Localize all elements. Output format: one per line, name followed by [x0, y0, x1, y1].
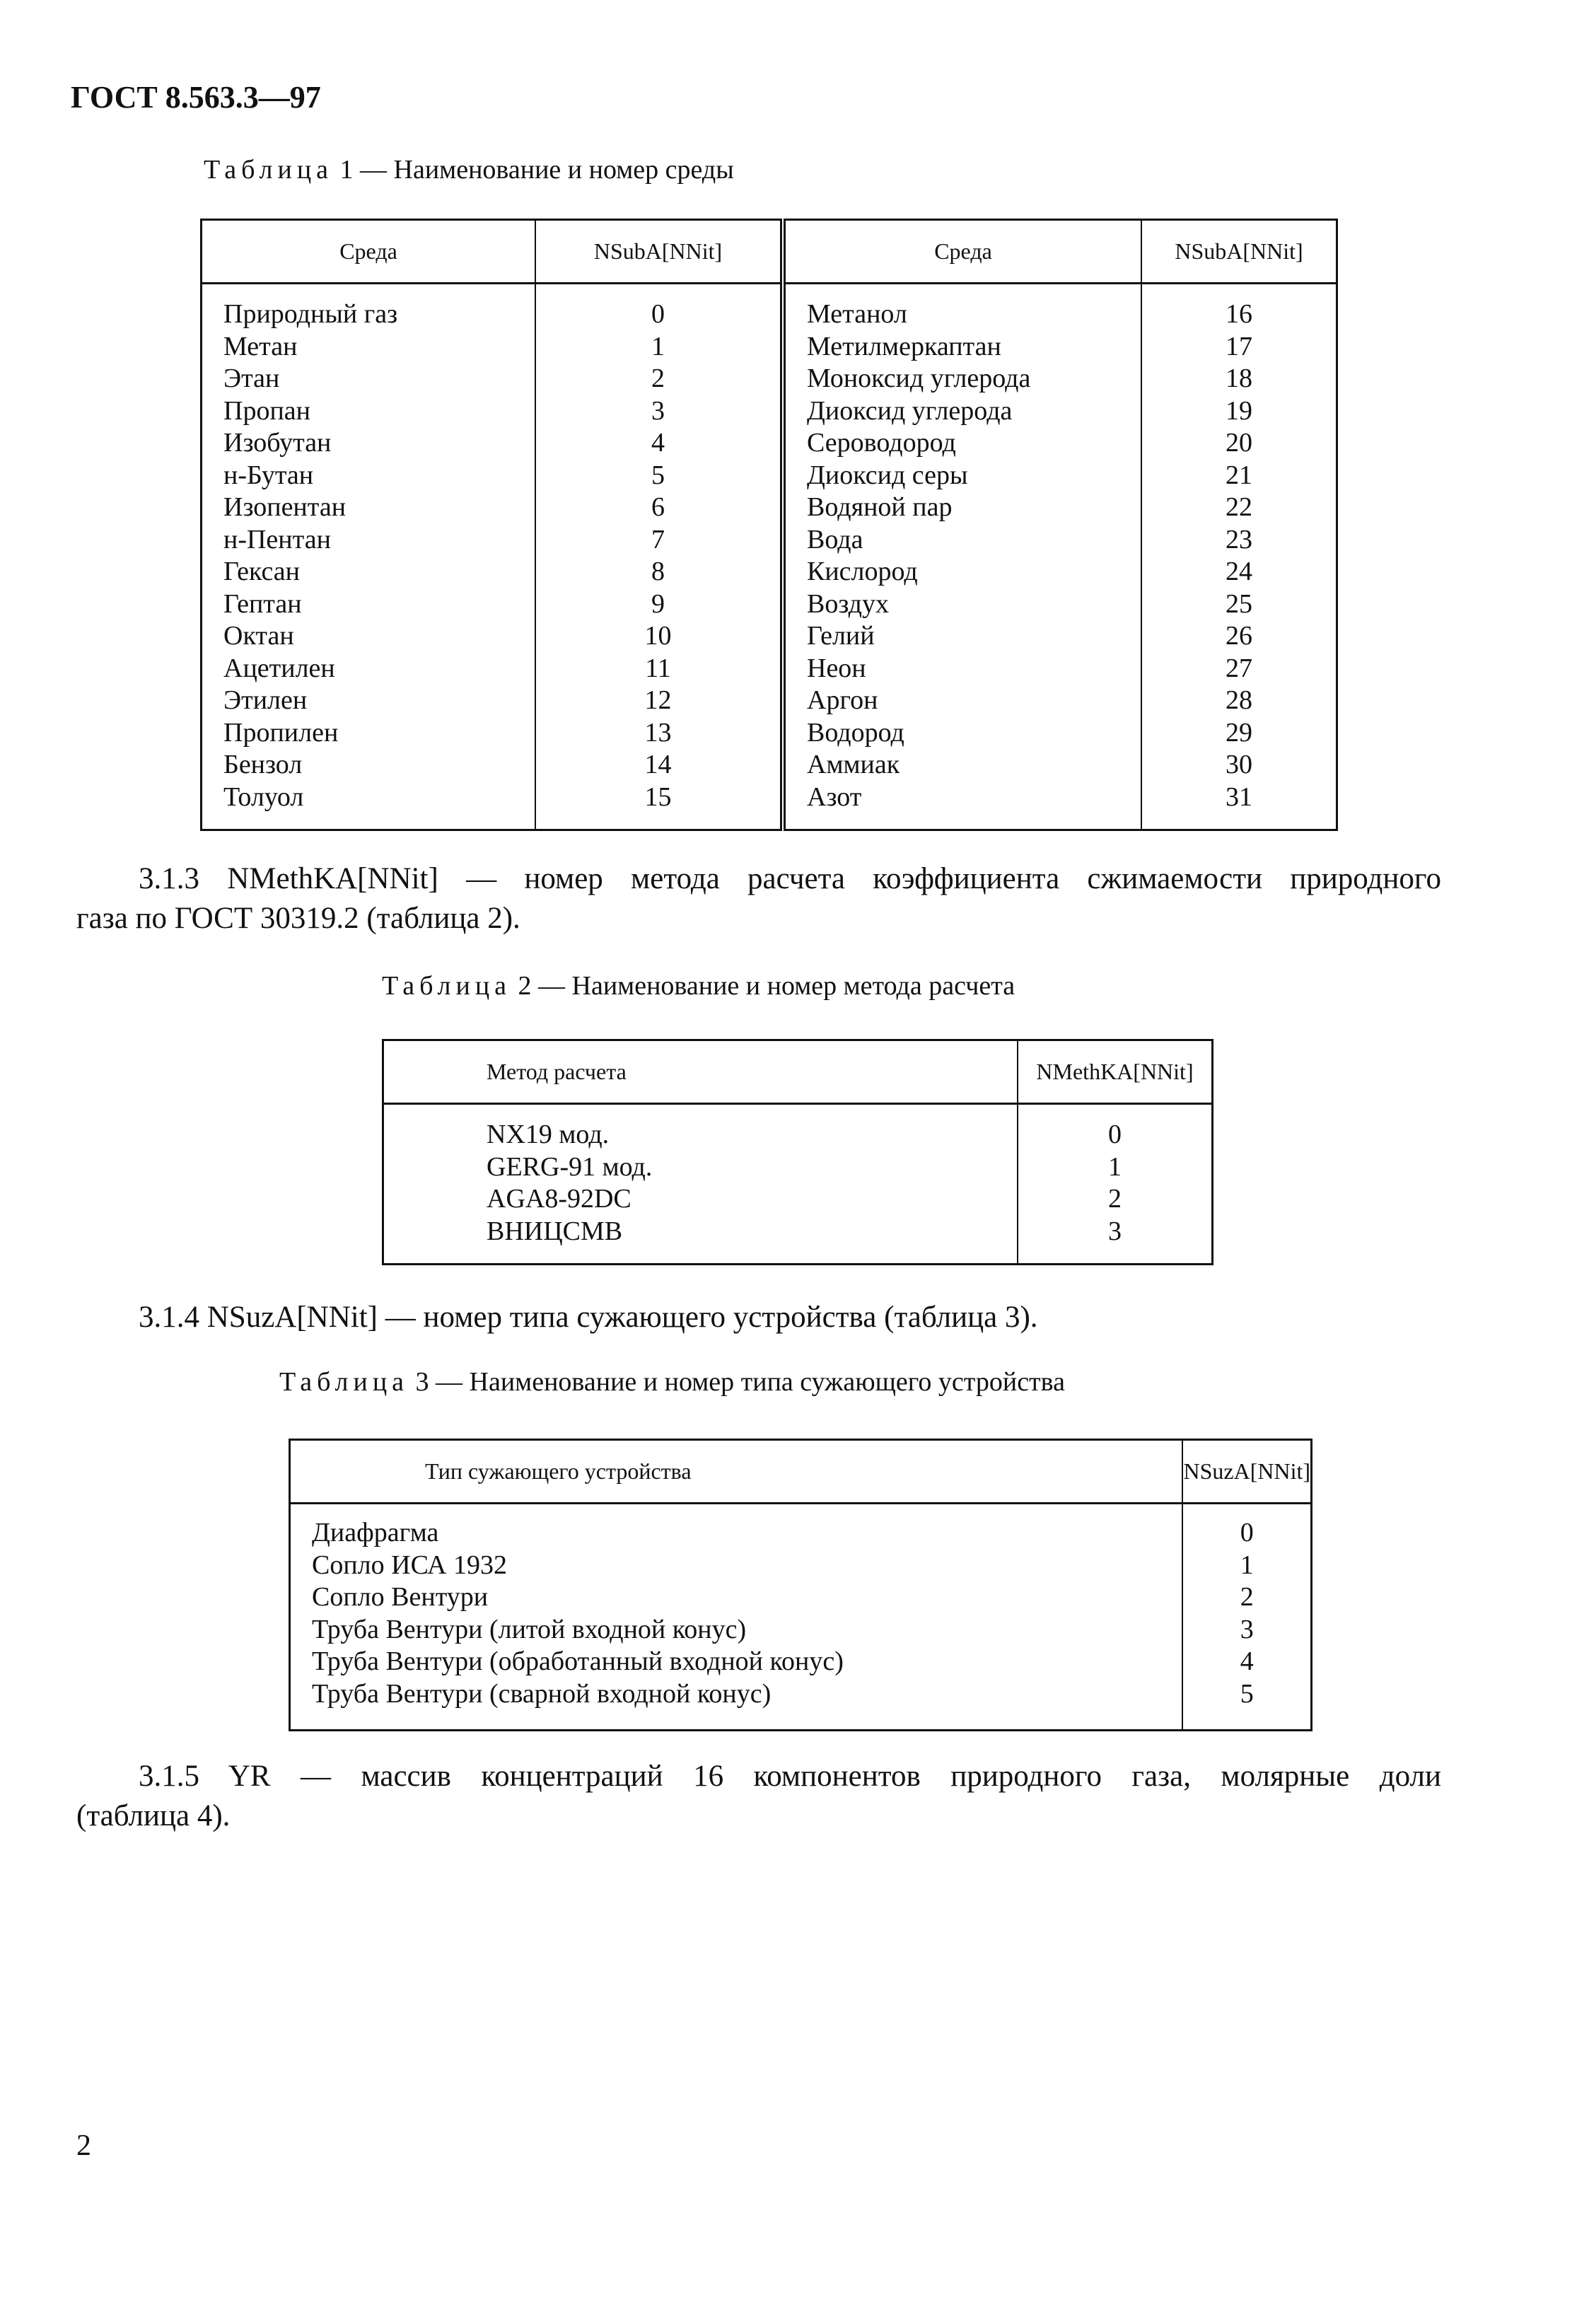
list-item: 3 — [1240, 1614, 1254, 1644]
page-number: 2 — [76, 2130, 91, 2162]
list-item: Водяной пар — [807, 492, 953, 522]
list-item: Бензол — [223, 750, 303, 779]
list-item: 5 — [651, 460, 665, 490]
paragraph-3-1-4: 3.1.4 NSuzA[NNit] — номер типа сужающего устройства (таблица 3). — [139, 1301, 1038, 1334]
list-item: Сероводород — [807, 428, 956, 458]
list-item: Сопло Вентури — [312, 1582, 489, 1612]
paragraph-line: 3.1.3 NMethKA[NNit] — номер метода расчета коэффициента сжимаемости природного — [139, 862, 1441, 895]
paragraph-line: газа по ГОСТ 30319.2 (таблица 2). — [76, 902, 520, 935]
list-item: Водород — [807, 717, 904, 748]
list-item: 0 — [1240, 1518, 1254, 1547]
list-item: 4 — [651, 428, 665, 458]
list-item: 19 — [1226, 395, 1252, 426]
list-item: Пропилен — [223, 717, 339, 748]
table-methods — [382, 1039, 1213, 1265]
list-item: н-Пентан — [223, 524, 331, 554]
table1-caption-text: 1 — Наименование и номер среды — [339, 155, 734, 185]
list-item: 27 — [1226, 653, 1252, 683]
list-item: 21 — [1226, 460, 1252, 490]
table1-left-numbers — [535, 284, 783, 830]
list-item: Этан — [223, 364, 280, 393]
list-item: 5 — [1240, 1678, 1254, 1709]
list-item: Труба Вентури (литой входной конус) — [312, 1614, 747, 1644]
list-item: Метилмеркаптан — [807, 331, 1001, 361]
table3-header-type: Тип сужающего устройства — [290, 1440, 1183, 1504]
list-item: Диоксид серы — [807, 460, 968, 490]
list-item: NX19 мод. — [487, 1120, 610, 1149]
list-item: 28 — [1226, 685, 1252, 715]
list-item: Толуол — [223, 782, 304, 812]
list-item: ВНИЦСМВ — [487, 1216, 623, 1246]
list-item: GERG-91 мод. — [487, 1151, 653, 1182]
table3-caption-label: Таблица — [279, 1367, 409, 1397]
table1-header-number-right: NSubA[NNit] — [1141, 220, 1337, 284]
list-item: 22 — [1226, 492, 1252, 522]
paragraph-3-1-3 — [76, 859, 1441, 939]
document-id: ГОСТ 8.563.3—97 — [71, 80, 321, 115]
list-item: Гексан — [223, 557, 300, 586]
table2-header-number: NMethKA[NNit] — [1018, 1040, 1213, 1104]
list-item: Гептан — [223, 588, 302, 619]
table1-left-names — [202, 284, 536, 830]
list-item: 3 — [1108, 1216, 1122, 1246]
list-item: 2 — [651, 364, 665, 393]
list-item: Аммиак — [807, 750, 900, 779]
list-item: Аргон — [807, 685, 878, 715]
table-media — [200, 219, 1338, 831]
list-item: 9 — [651, 588, 665, 619]
table1-header-number-left: NSubA[NNit] — [535, 220, 783, 284]
list-item: 12 — [644, 685, 672, 715]
table1-caption — [204, 154, 734, 185]
list-item: Кислород — [807, 557, 918, 586]
list-item: 6 — [651, 492, 665, 522]
table1-header-medium-left: Среда — [202, 220, 536, 284]
table3-numbers — [1182, 1504, 1311, 1731]
list-item: Воздух — [807, 588, 890, 619]
table1-header-medium-right: Среда — [783, 220, 1141, 284]
list-item: 2 — [1108, 1184, 1122, 1214]
paragraph-3-1-5 — [76, 1757, 1441, 1836]
list-item: 10 — [644, 621, 672, 651]
list-item: Сопло ИСА 1932 — [312, 1550, 507, 1580]
list-item: 24 — [1226, 557, 1252, 586]
list-item: AGA8-92DC — [487, 1184, 631, 1214]
list-item: Метанол — [807, 299, 907, 329]
list-item: 25 — [1226, 588, 1252, 619]
list-item: 15 — [644, 782, 672, 812]
list-item: Ацетилен — [223, 653, 335, 683]
list-item: 2 — [1240, 1582, 1254, 1612]
list-item: Пропан — [223, 395, 310, 426]
table1-right-names — [783, 284, 1141, 830]
list-item: Вода — [807, 524, 863, 554]
list-item: Гелий — [807, 621, 875, 651]
list-item: 7 — [651, 524, 665, 554]
list-item: 13 — [644, 717, 672, 748]
list-item: Изобутан — [223, 428, 332, 458]
paragraph-line: 3.1.5 YR — массив концентраций 16 компонентов природного газа, молярные доли — [139, 1760, 1441, 1793]
list-item: 31 — [1226, 782, 1252, 812]
list-item: 8 — [651, 557, 665, 586]
table3-header-number: NSuzA[NNit] — [1182, 1440, 1311, 1504]
table3-names — [290, 1504, 1183, 1731]
list-item: Неон — [807, 653, 866, 683]
list-item: 30 — [1226, 750, 1252, 779]
table2-caption-label: Таблица — [382, 971, 512, 1001]
list-item: Метан — [223, 331, 298, 361]
list-item: 20 — [1226, 428, 1252, 458]
list-item: н-Бутан — [223, 460, 314, 490]
paragraph-line: (таблица 4). — [76, 1799, 231, 1832]
list-item: Азот — [807, 782, 862, 812]
list-item: 3 — [651, 395, 665, 426]
list-item: Труба Вентури (сварной входной конус) — [312, 1678, 772, 1709]
list-item: Диафрагма — [312, 1518, 439, 1547]
list-item: Диоксид углерода — [807, 395, 1013, 426]
list-item: 11 — [645, 653, 671, 683]
table2-names — [383, 1104, 1018, 1265]
list-item: 23 — [1226, 524, 1252, 554]
list-item: Октан — [223, 621, 294, 651]
table3-caption — [279, 1366, 1065, 1398]
list-item: 16 — [1226, 299, 1252, 329]
table3-caption-text: 3 — Наименование и номер типа сужающего устройства — [415, 1367, 1065, 1397]
list-item: Этилен — [223, 685, 308, 715]
list-item: 1 — [1240, 1550, 1254, 1580]
list-item: 29 — [1226, 717, 1252, 748]
list-item: Моноксид углерода — [807, 364, 1031, 393]
list-item: 14 — [644, 750, 672, 779]
table-restrictors — [289, 1439, 1312, 1731]
list-item: Природный газ — [223, 299, 398, 329]
list-item: 1 — [651, 331, 665, 361]
table2-caption-text: 2 — Наименование и номер метода расчета — [518, 971, 1015, 1001]
table1-caption-label: Таблица — [204, 155, 334, 185]
list-item: 18 — [1226, 364, 1252, 393]
table2-header-method: Метод расчета — [383, 1040, 1018, 1104]
list-item: Труба Вентури (обработанный входной конус) — [312, 1646, 844, 1676]
list-item: 0 — [651, 299, 665, 329]
list-item: 1 — [1108, 1151, 1122, 1182]
table2-caption — [382, 970, 1015, 1001]
table1-right-numbers — [1141, 284, 1337, 830]
list-item: Изопентан — [223, 492, 347, 522]
list-item: 17 — [1226, 331, 1252, 361]
list-item: 4 — [1240, 1646, 1254, 1676]
list-item: 0 — [1108, 1120, 1122, 1149]
table2-numbers — [1018, 1104, 1213, 1265]
list-item: 26 — [1226, 621, 1252, 651]
